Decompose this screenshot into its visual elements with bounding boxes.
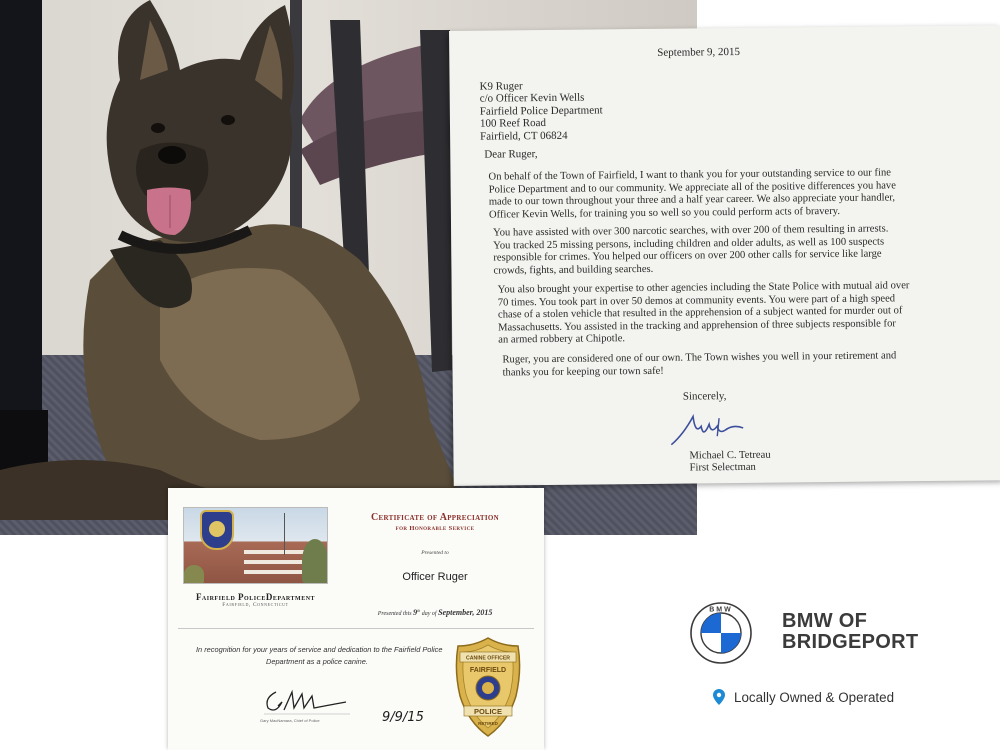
location-pin-icon bbox=[713, 689, 725, 705]
letter-paragraph-3 bbox=[498, 279, 989, 347]
paragraph-line: 70 times. You took part in over 50 demos at community events. You were part of a high speed bbox=[497, 292, 896, 309]
chief-name: Gary MacNamara, Chief of Police bbox=[260, 718, 320, 723]
presented-to-label: Presented to bbox=[421, 550, 449, 556]
letter-date: September 9, 2015 bbox=[657, 45, 741, 59]
letter-closing: Sincerely, bbox=[682, 390, 727, 403]
date-prefix: Presented this bbox=[377, 611, 412, 617]
dealer-name-line-1: BMW OF bbox=[782, 610, 868, 632]
department-location: Fairfield, Connecticut bbox=[222, 602, 289, 608]
handwritten-date: 9/9/15 bbox=[382, 710, 424, 725]
paragraph-line: Massachusetts. You assisted in the tracking and apprehension of three subjects responsible for bbox=[498, 318, 896, 334]
tagline-text: Locally Owned & Operated bbox=[734, 689, 895, 705]
appreciation-letter bbox=[449, 25, 1000, 486]
signer-name: Michael C. Tetreau bbox=[689, 449, 771, 462]
date-day-suffix: th bbox=[417, 608, 421, 613]
letter-paragraph-1 bbox=[488, 166, 979, 222]
paragraph-line: You tracked 25 missing persons, including children and older adults, as well as 100 suspects bbox=[493, 236, 885, 252]
chief-signature-scribble bbox=[262, 684, 352, 718]
police-badge-icon bbox=[452, 636, 524, 740]
letter-salutation: Dear Ruger, bbox=[484, 148, 538, 161]
date-day: 9 bbox=[413, 608, 418, 617]
police-patch-icon bbox=[200, 510, 234, 550]
address-line: c/o Officer Kevin Wells bbox=[479, 91, 585, 106]
paragraph-line: an armed robbery at Chipotle. bbox=[498, 333, 626, 346]
address-line: K9 Ruger bbox=[479, 80, 523, 93]
dealer-name bbox=[782, 611, 918, 653]
bmw-logo-icon bbox=[690, 602, 752, 664]
badge-text-retired: RETIRED bbox=[478, 721, 498, 726]
dealer-name-line-2: BRIDGEPORT bbox=[782, 631, 919, 653]
paragraph-line: made to our town throughout your three and a half year career. We also appreciate your handler, bbox=[488, 192, 896, 208]
paragraph-line: chase of a stolen vehicle that resulted in the apprehension of a subject wanted for murder out of bbox=[497, 305, 903, 321]
date-month-year: September, 2015 bbox=[438, 608, 493, 617]
paragraph-line: You have assisted with over 300 narcotic searches, with over 200 of them resulting in arrests. bbox=[493, 223, 889, 239]
paragraph-line: Officer Kevin Wells, for training you so well so you could perform acts of bravery. bbox=[488, 205, 841, 221]
divider bbox=[178, 628, 534, 629]
recognition-line: In recognition for your years of service and dedication to the Fairfield Police bbox=[196, 645, 443, 654]
letter-paragraph-2 bbox=[493, 222, 984, 278]
paragraph-line: crowds, fights, and building searches. bbox=[493, 263, 654, 277]
paragraph-line: Police Department and to our community. We appreciate all of the positive differences you have bbox=[488, 179, 896, 196]
badge-text-city: FAIRFIELD bbox=[469, 667, 507, 674]
address-line: 100 Reef Road bbox=[479, 117, 547, 130]
address-line: Fairfield, CT 06824 bbox=[480, 129, 568, 143]
letter-address bbox=[480, 79, 603, 142]
recipient-name: Officer Ruger bbox=[402, 571, 468, 583]
certificate-subtitle: for Honorable Service bbox=[395, 525, 475, 532]
letter-signer bbox=[689, 450, 770, 476]
department-name: Fairfield PoliceDepartment bbox=[195, 592, 316, 602]
dealer-tagline bbox=[713, 689, 894, 705]
address-line: Fairfield Police Department bbox=[479, 104, 603, 118]
recognition-text bbox=[196, 644, 446, 668]
paragraph-line: Ruger, you are considered one of our own. The Town wishes you well in your retirement and bbox=[502, 350, 897, 366]
signer-title: First Selectman bbox=[689, 462, 756, 474]
recognition-line: Department as a police canine. bbox=[266, 657, 368, 666]
paragraph-line: thanks you for keeping our town safe! bbox=[502, 365, 664, 379]
bmw-logo-text: BMW bbox=[709, 606, 733, 614]
certificate-title: Certificate of Appreciation bbox=[371, 512, 499, 523]
signature-scribble bbox=[663, 404, 753, 453]
paragraph-line: responsible for crimes. You helped our officers on over 200 other calls for service like large bbox=[493, 248, 882, 264]
paragraph-line: You also brought your expertise to other agencies including the State Police with mutual aid over bbox=[497, 280, 910, 296]
badge-text-police: POLICE bbox=[474, 707, 502, 716]
paragraph-line: On behalf of the Town of Fairfield, I want to thank you for your outstanding service to our fine bbox=[488, 167, 891, 183]
certificate-of-appreciation bbox=[168, 488, 544, 750]
date-day-of: day of bbox=[421, 611, 437, 617]
badge-text-top: CANINE OFFICER bbox=[465, 655, 511, 662]
certificate-dateline bbox=[340, 608, 530, 617]
letter-paragraph-4 bbox=[502, 349, 992, 379]
